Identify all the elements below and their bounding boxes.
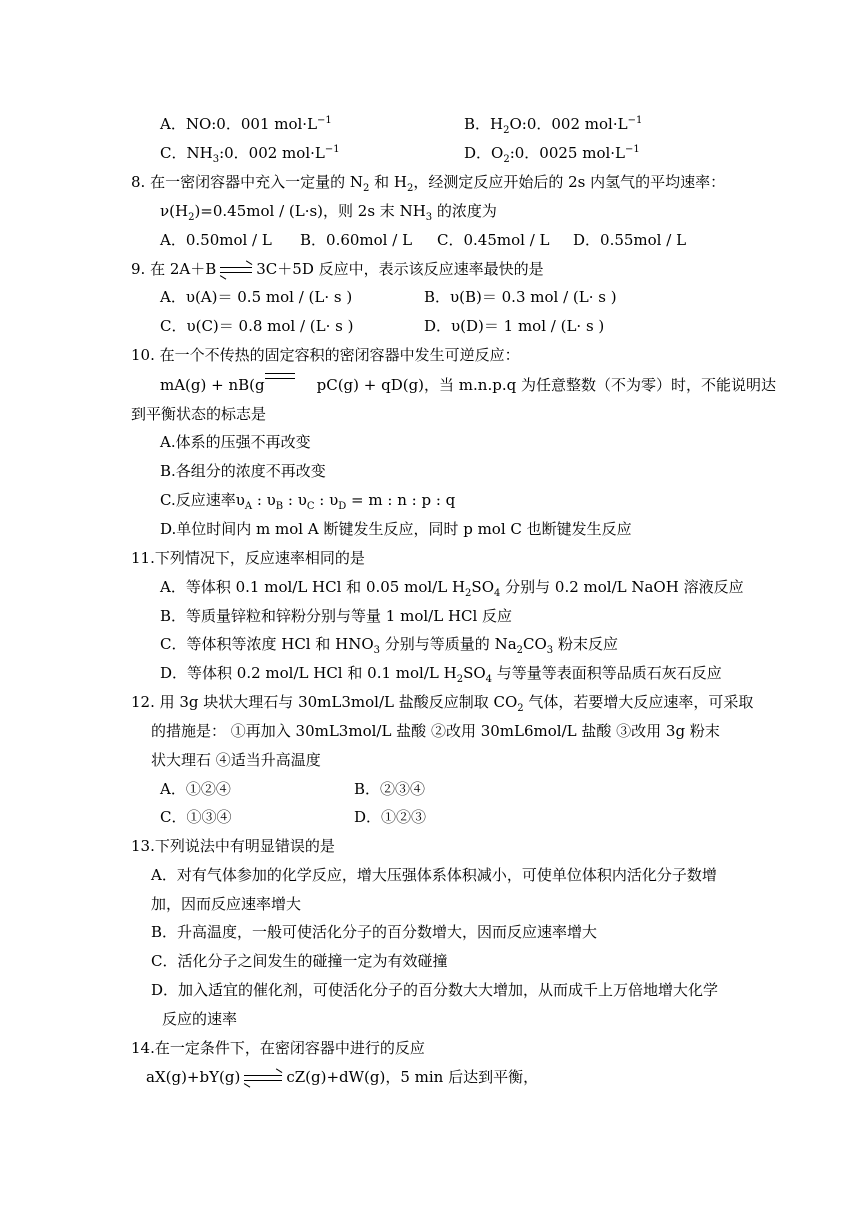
q8-stem-line1: 8. 在一密闭容器中充入一定量的 $N_2$ 和 $H_2$，经测定反应开始后的 2s 内氢气的平均速率： <box>131 173 726 194</box>
q13-option-c: C．活化分子之间发生的碰撞一定为有效碰撞 <box>151 952 448 970</box>
q12-stem-line3: 状大理石 ④适当升高温度 <box>151 751 321 769</box>
q12-option-c: C．①③④ <box>160 808 232 826</box>
equilibrium-arrow-icon <box>265 371 295 383</box>
q8-option-b: B．0.60mol / L <box>300 231 413 249</box>
q13-option-a-line1: A．对有气体参加的化学反应，增大压强体系体积减小，可使单位体积内活化分子数增 <box>151 866 717 884</box>
equilibrium-arrow-icon <box>244 1071 282 1085</box>
q12-option-a: A．①②④ <box>160 780 231 798</box>
q7-option-b: B．$H_2O:0$．002 $mol\cdot L^{-1}$ <box>464 115 643 136</box>
q12-stem-line2: 的措施是： ①再加入 30mL3mol/L 盐酸 ②改用 30mL6mol/L 盐酸 ③改用 3g 粉末 <box>151 722 720 740</box>
q10-option-c: C.反应速率$\upsilon_A$ : $\upsilon_B$ : $\upsilon_C$ : $\upsilon_D = m$ : n : p : q <box>160 491 456 512</box>
q12-option-d: D．①②③ <box>354 808 427 826</box>
q13-option-d-line1: D．加入适宜的催化剂，可使活化分子的百分数大大增加，从而成千上万倍地增大化学 <box>151 981 719 999</box>
q10-option-a: A.体系的压强不再改变 <box>160 433 311 451</box>
q12-option-b: B．②③④ <box>354 780 426 798</box>
q13-option-a-line2: 加，因而反应速率增大 <box>151 895 302 913</box>
q9-stem: 9. 在 2A＋B 3C＋5D 反应中，表示该反应速率最快的是 <box>131 260 544 278</box>
q12-stem-line1: 12. 用 3g 块状大理石与 30mL3mol/L 盐酸反应制取 $CO_2$ 气体，若要增大反应速率，可采取 <box>131 693 754 714</box>
q11-option-d: D．等体积 0.2 mol/L HCl 和 0.1 mol/L $H_2SO_4$ 与等量等表面积等品质石灰石反应 <box>160 664 722 685</box>
q11-stem: 11.下列情况下，反应速率相同的是 <box>131 549 365 567</box>
q8-option-a: A．0.50mol / L <box>160 231 272 249</box>
q9-option-a: A．υ(A)＝ 0.5 mol / (L· s ) <box>160 288 353 306</box>
q13-stem: 13.下列说法中有明显错误的是 <box>131 837 335 855</box>
q7-option-a: A．NO:0．001 $mol\cdot L^{-1}$ <box>160 115 332 133</box>
q10-stem-line2: mA(g) + nB(g pC(g) + qD(g)，当 m.n.p.q 为任意整数（不为零）时，不能说明达 <box>160 376 776 394</box>
q11-option-b: B．等质量锌粒和锌粉分别与等量 1 mol/L HCl 反应 <box>160 607 513 625</box>
q7-option-d: D．$O_2:0$．0025 $mol\cdot L^{-1}$ <box>464 144 640 165</box>
q10-option-b: B.各组分的浓度不再改变 <box>160 462 326 480</box>
q10-option-d: D.单位时间内 m mol A 断键发生反应，同时 p mol C 也断键发生反应 <box>160 520 632 538</box>
q9-option-b: B．υ(B)＝ 0.3 mol / (L· s ) <box>424 288 617 306</box>
q10-stem-line3: 到平衡状态的标志是 <box>131 405 267 423</box>
q13-option-b: B．升高温度，一般可使活化分子的百分数增大，因而反应速率增大 <box>151 923 598 941</box>
q8-option-c: C．0.45mol / L <box>437 231 550 249</box>
q11-option-c: C．等体积等浓度 HCl 和 $HNO_3$ 分别与等质量的 $Na_2CO_3$ 粉末反应 <box>160 635 618 656</box>
q9-option-d: D．υ(D)＝ 1 mol / (L· s ) <box>424 317 605 335</box>
q8-option-d: D．0.55mol / L <box>573 231 687 249</box>
q11-option-a: A．等体积 0.1 mol/L HCl 和 0.05 mol/L $H_2SO_4$ 分别与 0.2 mol/L NaOH 溶液反应 <box>160 578 744 599</box>
q7-option-c: C．$NH_3:0$．002 $mol\cdot L^{-1}$ <box>160 144 340 165</box>
q9-option-c: C．υ(C)＝ 0.8 mol / (L· s ) <box>160 317 354 335</box>
equilibrium-arrow-icon <box>220 263 252 277</box>
q13-option-d-line2: 反应的速率 <box>162 1010 238 1028</box>
q10-stem-line1: 10. 在一个不传热的固定容积的密闭容器中发生可逆反应： <box>131 346 520 364</box>
q14-stem-line2: aX(g)+bY(g) cZ(g)+dW(g)，5 min 后达到平衡， <box>146 1068 539 1086</box>
q14-stem: 14.在一定条件下，在密闭容器中进行的反应 <box>131 1039 425 1057</box>
q8-stem-line2: $\nu(H_2)=0.45mol / (L\cdot s)$，则 2s 末 $NH_3$ 的浓度为 <box>160 202 497 223</box>
